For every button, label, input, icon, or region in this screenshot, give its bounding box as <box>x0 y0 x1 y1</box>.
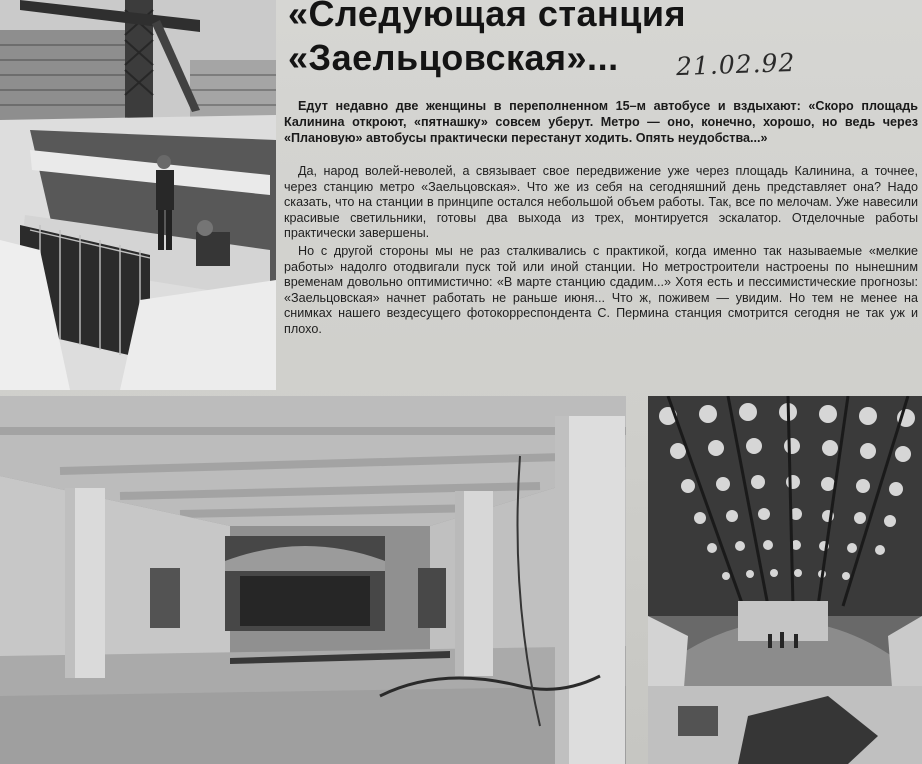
station-ceiling-photo <box>648 396 922 764</box>
handwritten-date: 21.02.92 <box>675 47 796 82</box>
station-hall-photo <box>0 396 626 764</box>
headline-line-1: «Следующая станция <box>288 0 687 34</box>
headline-line-2: «Заельцовская»... <box>288 37 619 78</box>
construction-site-photo <box>0 0 276 390</box>
article-body <box>284 164 918 340</box>
article-headline <box>288 0 918 80</box>
body-paragraph: Но с другой стороны мы не раз сталкивались с практикой, когда именно так называемые «мелкие работы» надолго отодвигали пуск той или иной станции. Но метростроители настроены по нынешним временам довольно оптимистично: «В марте станцию сдадим...» Хотя есть и пессимистические прогнозы: «Заельцовская» начнет работать не раньше июня... Что ж, поживем — увидим. Но тем не менее на снимках нашего вездесущего фотокорреспондента С. Пермина станция смотрится сегодня не так уж и плохо. <box>284 243 918 336</box>
article-lead: Едут недавно две женщины в переполненном 15–м автобусе и вздыхают: «Скоро площадь Калинина откроют, «пятнашку» совсем уберут. Метро — оно, конечно, хорошо, но ведь через «Плановую» автобусы практически перестанут ходить. Опять неудобства...» <box>284 99 918 145</box>
body-paragraph: Да, народ волей-неволей, а связывает свое передвижение уже через площадь Калинина, а точнее, через станцию метро «Заельцовская». Что же из себя на сегодняшний день представляет она? Надо сказать, что на станции в принципе остался небольшой объем работы. Так, все по мелочам. Уже навесили красивые светильники, готовы два выхода из трех, монтируется эскалатор. Отделочные работы практически завершены. <box>284 164 918 241</box>
